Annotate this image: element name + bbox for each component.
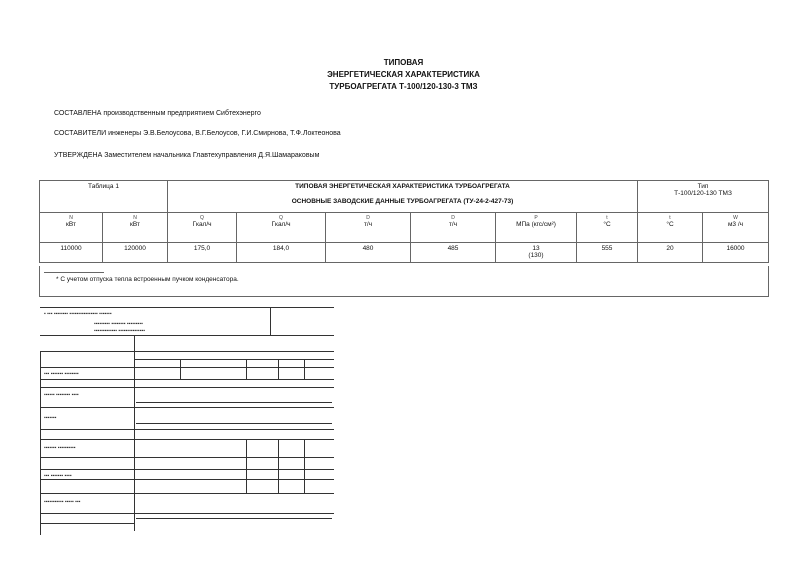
value-cell: 120000 bbox=[103, 243, 168, 263]
footnote-text: * С учетом отпуска тепла встроенным пучком конденсатора. bbox=[56, 276, 239, 283]
unit-cell: D т/ч bbox=[326, 213, 411, 243]
pressure-alt: (130) bbox=[528, 252, 544, 259]
document-title bbox=[0, 57, 807, 93]
unit-cell: D т/ч bbox=[411, 213, 496, 243]
footnote-rule bbox=[44, 272, 104, 273]
title-line-1: ТИПОВАЯ bbox=[383, 58, 424, 67]
table-heading bbox=[168, 181, 638, 213]
unit-cell: P МПа (кгс/см²) bbox=[496, 213, 577, 243]
table-units-row bbox=[40, 213, 769, 243]
table-header-row bbox=[40, 181, 769, 213]
table-values-row bbox=[40, 243, 769, 263]
value-cell: 13 (130) bbox=[496, 243, 577, 263]
title-line-3: ТУРБОАГРЕГАТА Т-100/120-130-3 ТМЗ bbox=[329, 82, 478, 91]
table-label: Таблица 1 bbox=[40, 181, 168, 213]
unit-cell: t °С bbox=[638, 213, 703, 243]
value-cell: 175,0 bbox=[168, 243, 237, 263]
unit-cell: Q Гкал/ч bbox=[237, 213, 326, 243]
type-label: Тип bbox=[697, 183, 709, 190]
table-heading-sub: ОСНОВНЫЕ ЗАВОДСКИЕ ДАННЫЕ ТУРБОАГРЕГАТА (ТУ-24-2-427-73) bbox=[291, 198, 514, 205]
authors-line: СОСТАВИТЕЛИ инженеры Э.В.Белоусова, В.Г.Белоусов, Г.И.Смирнова, Т.Ф.Локтеонова bbox=[54, 130, 341, 137]
composed-by-line: СОСТАВЛЕНА производственным предприятием Сибтехэнерго bbox=[54, 110, 261, 117]
value-cell: 184,0 bbox=[237, 243, 326, 263]
approved-line: УТВЕРЖДЕНА Заместителем начальника Главтехуправления Д.Я.Шамараковым bbox=[54, 152, 320, 159]
type-value: Т-100/120-130 ТМЗ bbox=[674, 190, 732, 197]
scanned-table-2-image: ▪ ▪▪▪ ▪▪▪▪▪▪▪▪ ▪▪▪▪▪▪▪▪▪▪▪▪▪▪▪▪ ▪▪▪▪▪▪▪ ▪▪▪▪▪▪▪▪▪ ▪▪▪▪▪▪▪▪ ▪▪▪▪▪▪▪▪▪ ▪▪▪▪▪▪▪▪▪▪▪▪▪ ▪▪▪▪▪▪▪▪▪▪▪▪▪▪▪ ▪▪▪ ▪▪▪▪▪▪▪ ▪▪▪▪▪▪▪▪ ▪▪▪▪▪▪ ▪▪▪▪▪▪▪▪ ▪▪▪▪ ▪▪▪▪▪▪▪ ▪▪▪▪▪▪▪ ▪▪▪▪▪▪▪▪▪▪ ▪▪▪ ▪▪▪▪▪▪▪ ▪▪▪▪ ▪▪▪▪▪▪▪▪▪▪▪ ▪▪▪▪▪ ▪▪▪ bbox=[40, 307, 336, 535]
table-type-cell bbox=[638, 181, 769, 213]
unit-cell: N кВт bbox=[103, 213, 168, 243]
value-cell: 110000 bbox=[40, 243, 103, 263]
unit-cell: W м3 /ч bbox=[703, 213, 769, 243]
value-cell: 20 bbox=[638, 243, 703, 263]
unit-cell: N кВт bbox=[40, 213, 103, 243]
footnote-box bbox=[39, 266, 769, 297]
table-heading-main: ТИПОВАЯ ЭНЕРГЕТИЧЕСКАЯ ХАРАКТЕРИСТИКА ТУРБОАГРЕГАТА bbox=[295, 183, 510, 190]
value-cell: 480 bbox=[326, 243, 411, 263]
value-cell: 16000 bbox=[703, 243, 769, 263]
unit-cell: Q Гкал/ч bbox=[168, 213, 237, 243]
value-cell: 555 bbox=[577, 243, 638, 263]
table-1 bbox=[39, 180, 769, 263]
title-line-2: ЭНЕРГЕТИЧЕСКАЯ ХАРАКТЕРИСТИКА bbox=[327, 70, 480, 79]
value-cell: 485 bbox=[411, 243, 496, 263]
unit-cell: t °С bbox=[577, 213, 638, 243]
